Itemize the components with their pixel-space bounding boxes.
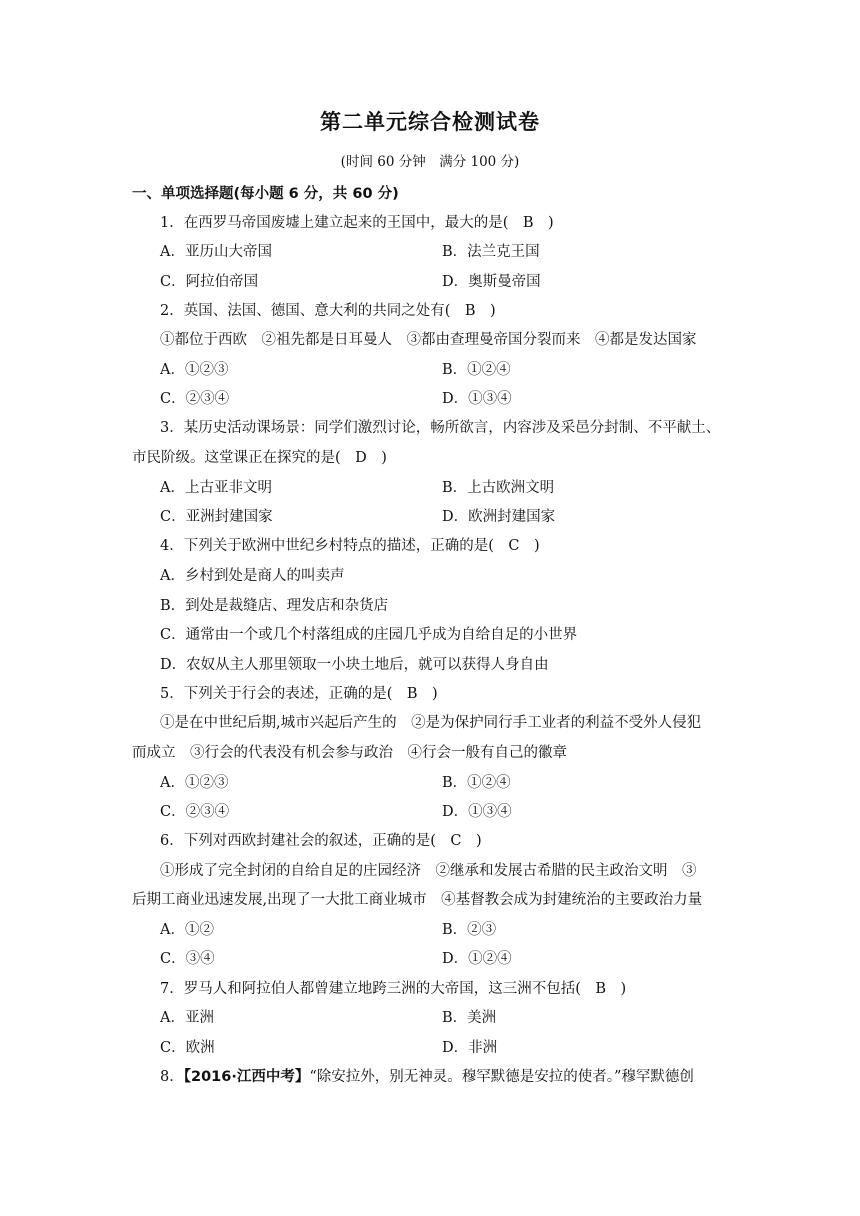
q8-source-tag: 【2016·江西中考】 <box>183 1069 310 1085</box>
q2-option-d: D．①③④ <box>442 391 512 407</box>
q3-option-a: A．上古亚非文明 <box>160 480 272 496</box>
question-3-stem-line1: 3．某历史活动课场景：同学们激烈讨论，畅所欲言，内容涉及采邑分封制、不平献土、 <box>160 420 721 436</box>
question-5-stem: 5．下列关于行会的表述，正确的是( B ) <box>160 686 438 702</box>
q4-option-d: D．农奴从主人那里领取一小块土地后，就可以获得人身自由 <box>160 657 549 673</box>
question-4-stem: 4．下列关于欧洲中世纪乡村特点的描述，正确的是( C ) <box>160 538 540 554</box>
q6-statements-line1: ①形成了完全封闭的自给自足的庄园经济 ②继承和发展古希腊的民主政治文明 ③ <box>160 863 697 879</box>
q3-option-b: B．上古欧洲文明 <box>442 480 555 496</box>
q7-option-b: B．美洲 <box>442 1010 497 1026</box>
q3-option-c: C．亚洲封建国家 <box>160 509 273 525</box>
question-6-stem: 6．下列对西欧封建社会的叙述，正确的是( C ) <box>160 833 482 849</box>
q6-option-b: B．②③ <box>442 922 497 938</box>
q5-option-c: C．②③④ <box>160 804 230 820</box>
q6-option-a: A．①② <box>160 922 214 938</box>
q8-number: 8． <box>160 1069 184 1085</box>
q5-statements-line2: 而成立 ③行会的代表没有机会参与政治 ④行会一般有自己的徽章 <box>132 745 567 761</box>
q6-statements-line2: 后期工商业迅速发展,出现了一大批工商业城市 ④基督教会成为封建统治的主要政治力量 <box>132 892 703 908</box>
q5-option-b: B．①②④ <box>442 775 511 791</box>
q7-option-d: D．非洲 <box>442 1040 498 1056</box>
q5-option-d: D．①③④ <box>442 804 512 820</box>
q8-text: “除安拉外，别无神灵。穆罕默德是安拉的使者。”穆罕默德创 <box>309 1069 694 1085</box>
q7-option-c: C．欧洲 <box>160 1040 215 1056</box>
exam-info: (时间 60 分钟 满分 100 分) <box>340 154 520 170</box>
question-3-stem-line2: 市民阶级。这堂课正在探究的是( D ) <box>132 450 387 466</box>
question-1-stem: 1．在西罗马帝国废墟上建立起来的王国中，最大的是( B ) <box>160 215 554 231</box>
page-title: 第二单元综合检测试卷 <box>320 110 540 134</box>
q2-statements: ①都位于西欧 ②祖先都是日耳曼人 ③都由查理曼帝国分裂而来 ④都是发达国家 <box>160 332 697 348</box>
q1-option-b: B．法兰克王国 <box>442 244 540 260</box>
q3-option-d: D．欧洲封建国家 <box>442 509 556 525</box>
q6-option-c: C．③④ <box>160 951 215 967</box>
q4-option-c: C．通常由一个或几个村落组成的庄园几乎成为自给自足的小世界 <box>160 627 578 643</box>
question-7-stem: 7．罗马人和阿拉伯人都曾建立地跨三洲的大帝国，这三洲不包括( B ) <box>160 981 627 997</box>
q1-option-c: C．阿拉伯帝国 <box>160 274 259 290</box>
question-2-stem: 2．英国、法国、德国、意大利的共同之处有( B ) <box>160 303 496 319</box>
q2-option-a: A．①②③ <box>160 362 229 378</box>
q5-statements-line1: ①是在中世纪后期,城市兴起后产生的 ②是为保护同行手工业者的利益不受外人侵犯 <box>160 715 702 731</box>
q4-option-a: A．乡村到处是商人的叫卖声 <box>160 568 345 584</box>
q2-option-c: C．②③④ <box>160 391 230 407</box>
q1-option-d: D．奥斯曼帝国 <box>442 274 541 290</box>
q7-option-a: A．亚洲 <box>160 1010 214 1026</box>
q1-option-a: A．亚历山大帝国 <box>160 244 272 260</box>
q4-option-b: B．到处是裁缝店、理发店和杂货店 <box>160 598 389 614</box>
section-heading: 一、单项选择题(每小题 6 分，共 60 分) <box>132 186 399 202</box>
q2-option-b: B．①②④ <box>442 362 511 378</box>
question-8-stem <box>160 1065 694 1086</box>
q5-option-a: A．①②③ <box>160 775 229 791</box>
q6-option-d: D．①②④ <box>442 951 512 967</box>
